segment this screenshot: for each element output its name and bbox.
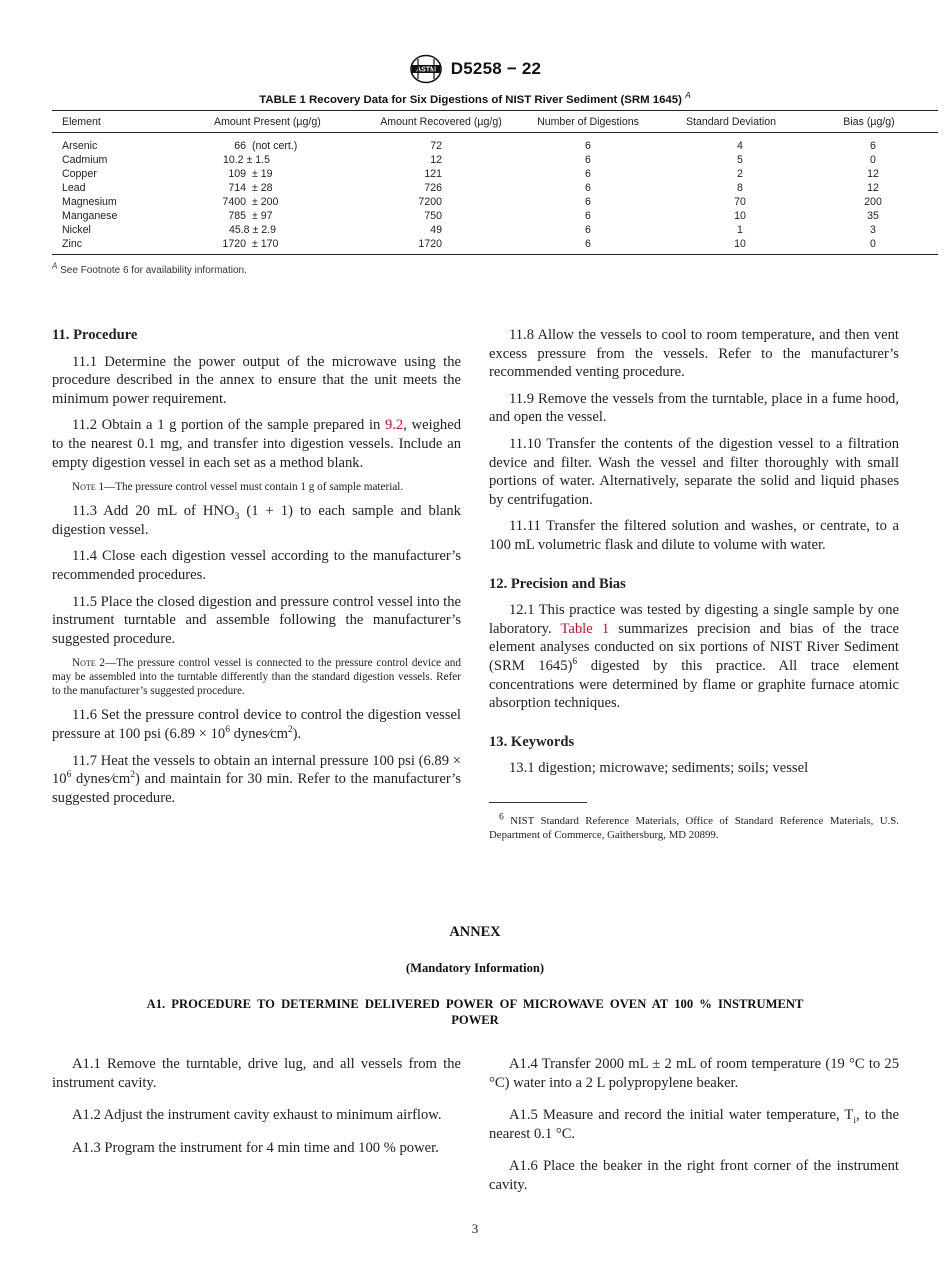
cell-standard-deviation: 8 xyxy=(737,182,743,194)
cell-amount-present xyxy=(204,153,368,167)
annex-a1-heading: A1. PROCEDURE TO DETERMINE DELIVERED POWER OF MICROWAVE OVEN AT 100 % INSTRUMENT POWER xyxy=(146,997,804,1027)
footnote-divider xyxy=(489,802,587,803)
cell-standard-deviation: 1 xyxy=(737,224,743,236)
cell-element: Nickel xyxy=(62,224,91,236)
note-1-text: 1—The pressure control vessel must contain 1 g of sample material. xyxy=(95,481,404,494)
table-row xyxy=(52,181,938,195)
paragraph-a1-5 xyxy=(489,1106,899,1143)
exponent: 6 xyxy=(225,725,230,736)
col-header-standard-deviation: Standard Deviation xyxy=(685,116,777,128)
amount-present-uncertainty: ± 19 xyxy=(252,168,273,180)
cell-amount-recovered: 49 xyxy=(430,224,442,236)
table-footnote-mark: A xyxy=(52,261,58,271)
paragraph-a1-3: A1.3 Program the instrument for 4 min time and 100 % power. xyxy=(72,1139,439,1156)
table-header-row xyxy=(52,111,938,133)
page-number: 3 xyxy=(471,1221,479,1236)
cell-amount-present xyxy=(204,181,368,195)
paragraph-a1-1: A1.1 Remove the turntable, drive lug, and all vessels from the instrument cavity. xyxy=(52,1056,461,1091)
amount-present-uncertainty: ± 97 xyxy=(252,210,273,222)
cell-amount-present xyxy=(204,237,368,255)
paragraph-11-2-text-a: 11.2 Obtain a 1 g portion of the sample prepared in xyxy=(72,417,385,434)
paragraph-12-1-text-c: digested by this practice. All trace element concentrations were determined by flame or graphite furnace atomic absorption techniques. xyxy=(489,657,899,712)
cell-amount-recovered: 121 xyxy=(424,168,442,180)
note-1-label: Note xyxy=(72,481,96,494)
table-row xyxy=(52,167,938,181)
col-header-amount-present: Amount Present (µg/g) xyxy=(214,116,321,128)
table-title-footnote-mark: A xyxy=(685,90,691,101)
footnote-ref-6: 6 xyxy=(572,657,578,668)
amount-present-value: 1720 xyxy=(222,238,246,250)
cell-amount-present xyxy=(204,167,368,181)
paragraph-11-6-text-b: dynes⁄cm xyxy=(229,725,288,742)
cell-bias: 6 xyxy=(870,140,876,152)
cell-amount-recovered: 750 xyxy=(424,210,442,222)
col-header-number-of-digestions: Number of Digestions xyxy=(537,116,639,128)
cell-bias: 12 xyxy=(867,168,879,180)
cell-amount-recovered: 12 xyxy=(430,154,442,166)
recovery-table xyxy=(52,110,898,255)
paragraph-11-4: 11.4 Close each digestion vessel according to the manufacturer’s recommended procedures. xyxy=(52,548,461,583)
col-header-bias: Bias (µg/g) xyxy=(843,116,895,128)
paragraph-a1-5-text-a: A1.5 Measure and record the initial water temperature, T xyxy=(509,1107,854,1124)
cell-element: Manganese xyxy=(62,210,118,222)
cell-element: Arsenic xyxy=(62,140,98,152)
paragraph-11-10: 11.10 Transfer the contents of the digestion vessel to a filtration device and filter. Wash the vessel and filter thoroughly with small portions of water. Alternatively, separate the solid and liquid phases by centrifugation. xyxy=(489,435,899,508)
svg-text:ASTM: ASTM xyxy=(415,66,436,74)
paragraph-11-6 xyxy=(52,706,461,743)
cell-amount-recovered: 7200 xyxy=(418,196,442,208)
cell-standard-deviation: 4 xyxy=(737,140,743,152)
cell-amount-present xyxy=(204,195,368,209)
cell-digestions: 6 xyxy=(585,224,591,236)
paragraph-11-6-text-c: ). xyxy=(292,725,302,742)
paragraph-11-9: 11.9 Remove the vessels from the turntable, place in a fume hood, and open the vessel. xyxy=(489,390,899,426)
cell-amount-present xyxy=(204,133,368,154)
cell-standard-deviation: 2 xyxy=(737,168,743,180)
link-section-9-2[interactable]: 9.2 xyxy=(384,417,404,434)
amount-present-uncertainty: ± 170 xyxy=(252,238,279,250)
table-row xyxy=(52,223,938,237)
cell-amount-recovered: 726 xyxy=(424,182,442,194)
paragraph-11-3 xyxy=(52,502,461,539)
table-title-text: TABLE 1 Recovery Data for Six Digestions of NIST River Sediment (SRM 1645) xyxy=(259,94,682,106)
amount-present-value: 7400 xyxy=(222,196,246,208)
paragraph-11-3-text-b: (1 + 1) to each sample and blank digestion vessel. xyxy=(52,503,461,538)
paragraph-11-7-text-b: dynes⁄cm xyxy=(71,771,131,788)
cell-standard-deviation: 10 xyxy=(734,210,746,222)
cell-standard-deviation: 70 xyxy=(734,196,746,208)
paragraph-12-1-text-b: summarizes precision and bias of the trace element analyses conducted on six portions of NIST River Sediment (SRM 1645) xyxy=(489,620,899,674)
cell-bias: 0 xyxy=(870,154,876,166)
cell-digestions: 6 xyxy=(585,196,591,208)
paragraph-a1-6: A1.6 Place the beaker in the right front corner of the instrument cavity. xyxy=(489,1158,899,1193)
recovery-data-table xyxy=(52,110,938,255)
paragraph-12-1-text-a: 12.1 This practice was tested by digesting a single sample by one laboratory. xyxy=(489,602,899,637)
cell-element: Copper xyxy=(62,168,97,180)
cell-bias: 3 xyxy=(870,224,876,236)
cell-digestions: 6 xyxy=(585,140,591,152)
table-title xyxy=(52,90,898,106)
paragraph-11-5: 11.5 Place the closed digestion and pressure control vessel into the instrument turntable and assemble following the manufacturer’s suggested procedure. xyxy=(52,593,461,647)
footnote-6-mark: 6 xyxy=(499,812,504,823)
table-row xyxy=(52,209,938,223)
cell-amount-recovered: 1720 xyxy=(418,238,442,250)
amount-present-value: 10.2 ± 1.5 xyxy=(222,154,270,166)
section-11-heading: 11. Procedure xyxy=(52,327,138,343)
paragraph-11-7-text-c: ) and maintain for 30 min. Refer to the manufacturer’s suggested procedure. xyxy=(52,771,461,806)
annex-left-column xyxy=(52,1055,461,1171)
cell-standard-deviation: 10 xyxy=(734,238,746,250)
cell-amount-present xyxy=(204,223,368,237)
cell-amount-present xyxy=(204,209,368,223)
exponent: 2 xyxy=(130,770,136,781)
amount-present-value: 66 xyxy=(234,140,246,152)
cell-element: Magnesium xyxy=(62,196,117,208)
amount-present-uncertainty: ± 28 xyxy=(252,182,273,194)
paragraph-11-6-text-a: 11.6 Set the pressure control device to control the digestion vessel pressure at 100 psi (6.89 × 10 xyxy=(52,707,461,742)
hno3-subscript: 3 xyxy=(234,512,240,523)
note-1 xyxy=(52,480,461,494)
paragraph-11-8: 11.8 Allow the vessels to cool to room temperature, and then vent excess pressure from the vessels. Refer to the manufacturer’s recommended venting procedure. xyxy=(489,327,899,381)
amount-present-uncertainty: (not cert.) xyxy=(252,140,298,152)
left-column xyxy=(52,326,461,815)
section-12-heading: 12. Precision and Bias xyxy=(489,575,626,592)
table-row xyxy=(52,133,938,154)
paragraph-11-3-text-a: 11.3 Add 20 mL of HNO xyxy=(72,503,235,520)
cell-amount-recovered: 72 xyxy=(430,140,442,152)
table-row xyxy=(52,153,938,167)
cell-digestions: 6 xyxy=(585,238,591,250)
amount-present-value: 109 xyxy=(228,168,246,180)
section-13-heading: 13. Keywords xyxy=(489,733,575,750)
temperature-subscript: i xyxy=(853,1116,856,1127)
cell-element: Lead xyxy=(62,182,86,194)
paragraph-11-2 xyxy=(52,416,461,472)
table-row xyxy=(52,195,938,209)
cell-bias: 200 xyxy=(864,196,882,208)
col-header-element: Element xyxy=(62,116,101,128)
link-table-1[interactable]: Table 1 xyxy=(560,620,610,637)
cell-digestions: 6 xyxy=(585,168,591,180)
amount-present-uncertainty: ± 200 xyxy=(252,196,279,208)
cell-digestions: 6 xyxy=(585,182,591,194)
cell-bias: 0 xyxy=(870,238,876,250)
amount-present-value: 714 xyxy=(228,182,246,194)
paragraph-12-1 xyxy=(489,601,899,713)
table-row xyxy=(52,237,938,255)
footnote-6 xyxy=(489,814,899,843)
cell-standard-deviation: 5 xyxy=(737,154,743,166)
annex-title: ANNEX xyxy=(449,924,501,940)
paragraph-11-7-text-a: 11.7 Heat the vessels to obtain an internal pressure 100 psi (6.89 × 10 xyxy=(52,752,461,788)
document-id: D5258 − 22 xyxy=(450,59,542,78)
astm-logo-icon xyxy=(409,54,443,84)
cell-bias: 35 xyxy=(867,210,879,222)
cell-digestions: 6 xyxy=(585,210,591,222)
paragraph-11-11: 11.11 Transfer the filtered solution and washes, or centrate, to a 100 mL volumetric flask and dilute to volume with water. xyxy=(489,518,899,553)
exponent: 2 xyxy=(287,725,293,736)
paragraph-13-1: 13.1 digestion; microwave; sediments; soils; vessel xyxy=(509,760,809,777)
table-footnote xyxy=(52,261,247,276)
cell-bias: 12 xyxy=(867,182,879,194)
note-2 xyxy=(52,656,461,698)
paragraph-11-7 xyxy=(52,752,461,808)
paragraph-11-2-text-b: , weighed to the nearest 0.1 mg, and transfer into digestion vessels. Include an empty digestion vessel in each set as a method blank. xyxy=(52,417,461,471)
table-footnote-text: See Footnote 6 for availability information. xyxy=(57,265,247,276)
note-2-label: Note xyxy=(72,657,96,670)
col-header-amount-recovered: Amount Recovered (µg/g) xyxy=(380,116,502,128)
cell-digestions: 6 xyxy=(585,154,591,166)
cell-element: Zinc xyxy=(62,238,83,250)
exponent: 6 xyxy=(66,770,72,781)
footnote-6-text: NIST Standard Reference Materials, Office of Standard Reference Materials, U.S. Department of Commerce, Gaithersburg, MD 20899. xyxy=(489,814,899,842)
paragraph-a1-4: A1.4 Transfer 2000 mL ± 2 mL of room temperature (19 °C to 25 °C) water into a 2 L polypropylene beaker. xyxy=(489,1056,899,1091)
annex-subtitle: (Mandatory Information) xyxy=(405,961,545,975)
annex-right-column xyxy=(489,1055,899,1209)
paragraph-a1-5-text-b: , to the nearest 0.1 °C. xyxy=(489,1107,899,1142)
right-column xyxy=(489,326,899,853)
note-2-text: 2—The pressure control vessel is connected to the pressure control device and may be assembled into the turntable differently than the standard digestion vessels. Refer to the manufacturer’s suggested procedure. xyxy=(52,657,461,698)
paragraph-a1-2: A1.2 Adjust the instrument cavity exhaust to minimum airflow. xyxy=(72,1107,442,1124)
amount-present-value: 45.8 ± 2.9 xyxy=(228,224,276,236)
amount-present-value: 785 xyxy=(228,210,246,222)
cell-element: Cadmium xyxy=(62,154,108,166)
page-header xyxy=(0,52,950,86)
paragraph-11-1: 11.1 Determine the power output of the microwave using the procedure described in the annex to ensure that the unit meets the minimum power requirement. xyxy=(52,353,461,407)
